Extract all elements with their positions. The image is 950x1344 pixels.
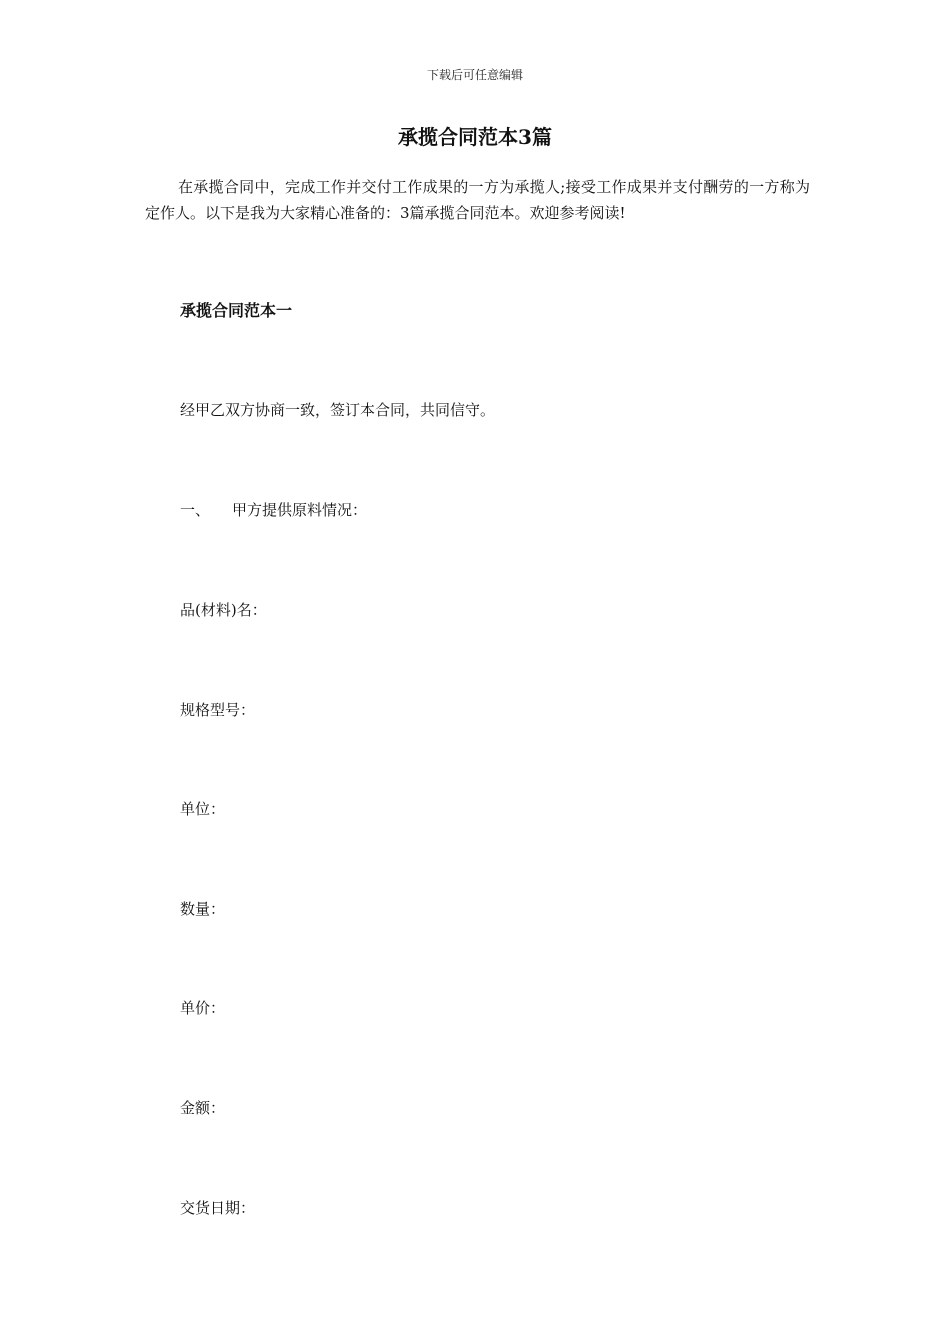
intro-paragraph: 在承揽合同中，完成工作并交付工作成果的一方为承揽人;接受工作成果并支付酬劳的一方称为定作人。以下是我为大家精心准备的：3篇承揽合同范本。欢迎参考阅读! [145,178,810,222]
agreement-text: 经甲乙双方协商一致，签订本合同，共同信守。 [180,401,496,419]
clause-text: 甲方提供原料情况： [232,501,368,519]
clause-number: 一、 [180,501,211,519]
field-quantity: 数量： [180,900,226,918]
field-amount: 金额： [180,1099,226,1117]
field-spec-model: 规格型号： [180,701,256,719]
field-unit: 单位： [180,800,226,818]
field-material-name: 品(材料)名： [180,601,267,619]
header-note: 下载后可任意编辑 [426,68,523,82]
section-heading: 承揽合同范本一 [180,301,293,320]
field-delivery-date: 交货日期： [180,1199,256,1217]
clause-one [180,499,367,521]
field-unit-price: 单价： [180,999,226,1017]
document-title: 承揽合同范本3篇 [398,125,552,149]
